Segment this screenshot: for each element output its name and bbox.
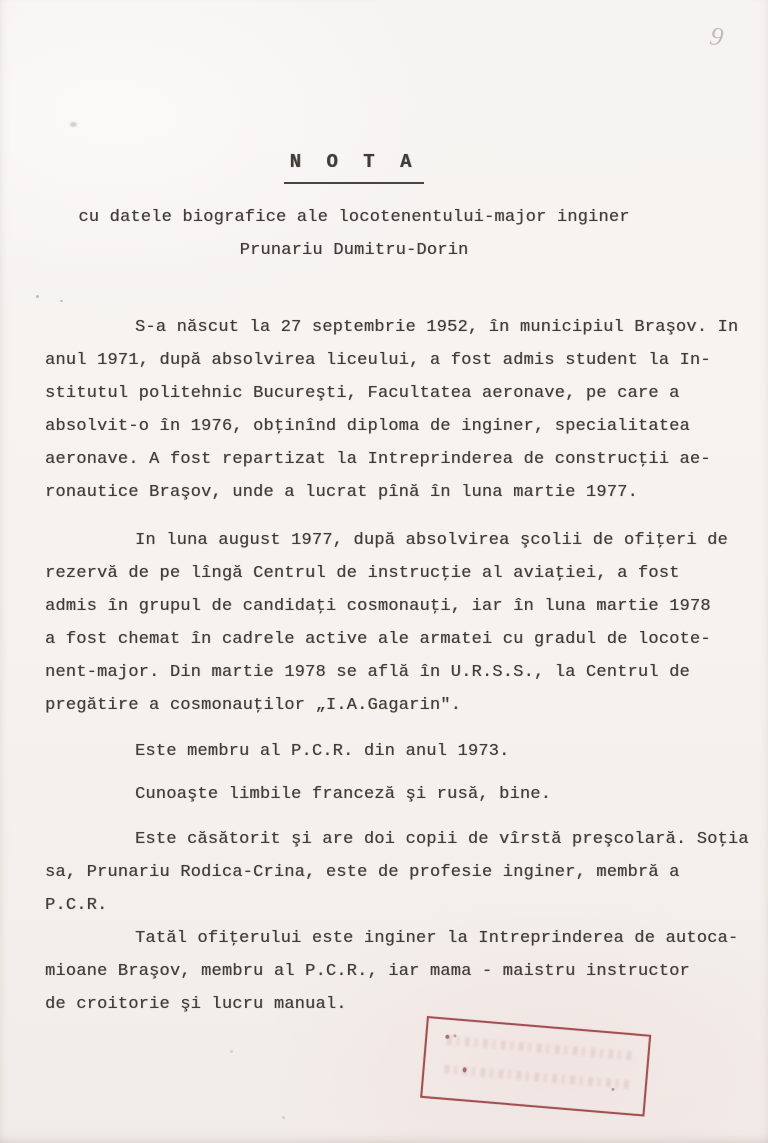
stamp-ink-speck	[611, 1088, 614, 1091]
text-line: anul 1971, după absolvirea liceului, a fost admis student la In-	[45, 351, 711, 370]
text-line: sa, Prunariu Rodica-Crina, este de profesie inginer, membră a	[45, 863, 680, 882]
stamp-faint-text-row	[447, 1035, 633, 1060]
paper-speck	[36, 295, 39, 298]
text-line: Este căsătorit şi are doi copii de vîrstă preşcolară. Soţia	[135, 830, 749, 849]
text-line: admis în grupul de candidaţi cosmonauţi, iar în luna martie 1978	[45, 597, 711, 616]
document-subtitle-line2: Prunariu Dumitru-Dorin	[239, 241, 469, 260]
text-line: mioane Braşov, membru al P.C.R., iar mama - maistru instructor	[45, 962, 690, 981]
text-line: In luna august 1977, după absolvirea şcolii de ofiţeri de	[135, 531, 728, 550]
paper-speck	[230, 1050, 233, 1053]
paragraph	[45, 778, 752, 811]
document-header	[0, 0, 738, 267]
red-stamp	[420, 1016, 651, 1117]
text-line: rezervă de pe lîngă Centrul de instrucţie al aviaţiei, a fost	[45, 564, 680, 583]
paragraph	[45, 524, 752, 722]
document-title: N O T A	[284, 146, 425, 184]
text-line: aeronave. A fost repartizat la Intreprinderea de construcţii ae-	[45, 450, 711, 469]
document-body	[0, 311, 768, 1021]
paper-speck	[282, 1116, 285, 1119]
paragraph	[45, 922, 752, 1021]
paragraph	[45, 735, 752, 768]
text-line: a fost chemat în cadrele active ale armatei cu gradul de locote-	[45, 630, 711, 649]
text-line: de croitorie şi lucru manual.	[45, 995, 347, 1014]
text-line: P.C.R.	[45, 896, 108, 915]
stamp-faint-text-row	[444, 1065, 630, 1090]
text-line: Cunoaşte limbile franceză şi rusă, bine.	[135, 785, 552, 804]
paper-speck	[60, 300, 63, 302]
handwritten-page-number: 9	[707, 21, 726, 52]
text-line: ronautice Braşov, unde a lucrat pînă în luna martie 1977.	[45, 483, 638, 502]
text-line: S-a născut la 27 septembrie 1952, în municipiul Braşov. In	[135, 318, 739, 337]
text-line: absolvit-o în 1976, obţinînd diploma de inginer, specialitatea	[45, 417, 690, 436]
text-line: nent-major. Din martie 1978 se află în U.R.S.S., la Centrul de	[45, 663, 690, 682]
paragraph	[45, 311, 752, 509]
text-line: Este membru al P.C.R. din anul 1973.	[135, 742, 510, 761]
paragraph	[45, 823, 752, 922]
document-subtitle-line1: cu datele biografice ale locotenentului-major inginer	[78, 208, 630, 227]
text-line: stitutul politehnic Bucureşti, Facultatea aeronave, pe care a	[45, 384, 680, 403]
text-line: pregătire a cosmonauţilor „I.A.Gagarin".	[45, 696, 462, 715]
text-line: Tatăl ofiţerului este inginer la Intreprinderea de autoca-	[135, 929, 739, 948]
